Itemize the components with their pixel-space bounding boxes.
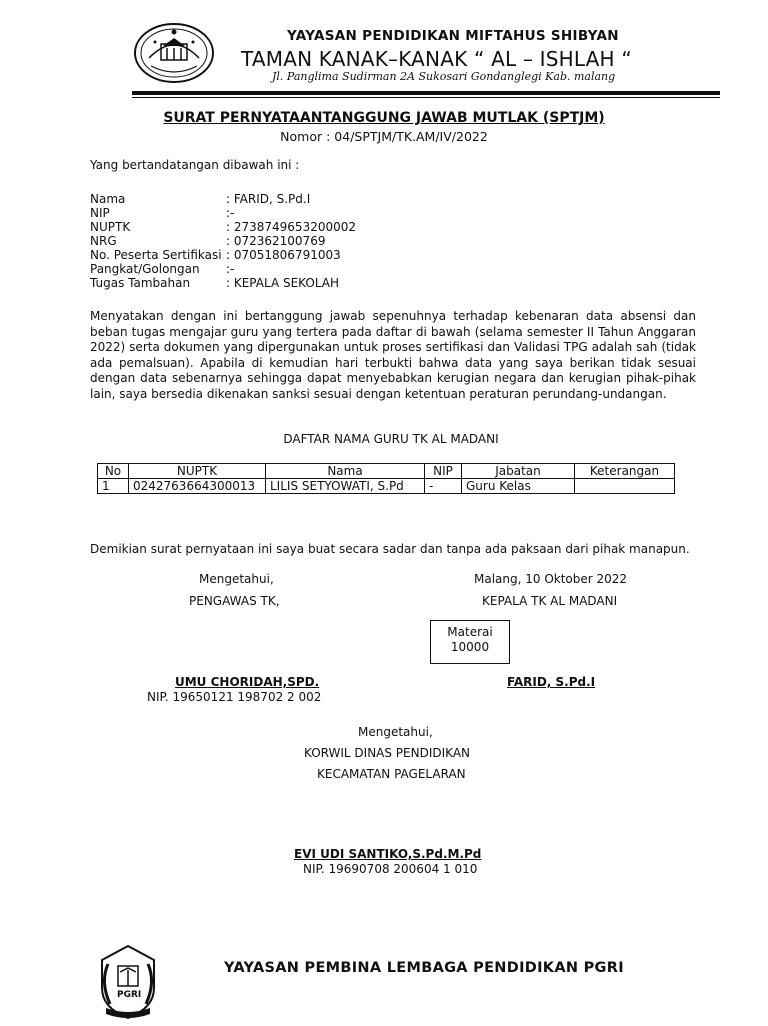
identity-row-certification xyxy=(90,248,341,263)
identity-label: Pangkat/Golongan xyxy=(90,262,200,276)
statement-paragraph: Menyatakan dengan ini bertanggung jawab sepenuhnya terhadap kebenaran data absensi dan beban tugas mengajar guru yang tertera pada daftar di bawah (selama semester II Tahun Anggaran 2022) serta dokumen yang dipergunakan untuk proses sertifikasi dan Validasi TPG adalah sah (tidak ada pemalsuan). Apabila di kemudian hari terbukti bahwa data yang saya berikan tidak sesuai dengan data sebenarnya sehingga dapat menyebabkan kerugian negara dan kerugian pihak-pihak lain, saya bersedia dikenakan sanksi sesuai dengan ketentuan peraturan perundang-undangan. xyxy=(90,309,696,401)
right-signer-name: FARID, S.Pd.I xyxy=(507,675,596,689)
identity-value: : 07051806791003 xyxy=(226,248,341,262)
school-address: Jl. Panglima Sudirman 2A Sukosari Gondanglegi Kab. malang xyxy=(272,70,616,83)
table-row xyxy=(98,479,675,494)
closing-statement: Demikian surat pernyataan ini saya buat secara sadar dan tanpa ada paksaan dari pihak manapun. xyxy=(90,542,690,556)
table-cell-nip: - xyxy=(425,479,462,494)
left-signer-role: PENGAWAS TK, xyxy=(189,594,280,608)
table-cell-name: LILIS SETYOWATI, S.Pd xyxy=(266,479,425,494)
identity-label: Tugas Tambahan xyxy=(90,276,191,290)
column-header-no: No xyxy=(98,464,129,479)
teacher-list-title: DAFTAR NAMA GURU TK AL MADANI xyxy=(283,432,499,446)
left-acknowledgement: Mengetahui, xyxy=(199,572,274,586)
identity-row-rank xyxy=(90,262,234,277)
identity-label: No. Peserta Sertifikasi xyxy=(90,248,222,262)
identity-value: :- xyxy=(226,262,235,276)
identity-label: NUPTK xyxy=(90,220,131,234)
footer-foundation-name: YAYASAN PEMBINA LEMBAGA PENDIDIKAN PGRI xyxy=(224,960,624,976)
identity-value: : KEPALA SEKOLAH xyxy=(226,276,340,290)
table-cell-no: 1 xyxy=(98,479,129,494)
foundation-name: YAYASAN PENDIDIKAN MIFTAHUS SHIBYAN xyxy=(287,28,619,44)
stamp-label: Materai xyxy=(447,625,493,639)
identity-value: : 2738749653200002 xyxy=(226,220,357,234)
school-name: TAMAN KANAK–KANAK “ AL – ISHLAH “ xyxy=(241,47,632,71)
identity-row-name xyxy=(90,192,310,207)
identity-value: : FARID, S.Pd.I xyxy=(226,192,311,206)
bottom-acknowledgement: Mengetahui, xyxy=(358,725,433,739)
pgri-logo-text: PGRI xyxy=(117,990,142,1000)
identity-label: Nama xyxy=(90,192,126,206)
identity-value: :- xyxy=(226,206,235,220)
bottom-signer-role-line1: KORWIL DINAS PENDIDIKAN xyxy=(304,746,471,760)
document-number: Nomor : 04/SPTJM/TK.AM/IV/2022 xyxy=(280,129,488,144)
place-date: Malang, 10 Oktober 2022 xyxy=(474,572,628,586)
identity-row-nuptk xyxy=(90,220,356,235)
teacher-table xyxy=(97,463,675,494)
intro-text: Yang bertandatangan dibawah ini : xyxy=(90,158,300,172)
identity-row-nrg xyxy=(90,234,325,249)
right-signer-role: KEPALA TK AL MADANI xyxy=(482,594,618,608)
identity-row-nip xyxy=(90,206,234,221)
table-cell-notes xyxy=(575,479,675,494)
column-header-nip: NIP xyxy=(425,464,462,479)
bottom-signer-role-line2: KECAMATAN PAGELARAN xyxy=(317,767,466,781)
pgri-logo xyxy=(88,942,168,1022)
bottom-signer-nip: NIP. 19690708 200604 1 010 xyxy=(303,862,478,876)
header-divider-thin xyxy=(132,97,720,98)
column-header-nuptk: NUPTK xyxy=(129,464,266,479)
column-header-name: Nama xyxy=(266,464,425,479)
column-header-position: Jabatan xyxy=(462,464,575,479)
bottom-signer-name: EVI UDI SANTIKO,S.Pd.M.Pd xyxy=(294,847,482,861)
identity-value: : 072362100769 xyxy=(226,234,326,248)
table-header-row xyxy=(98,464,675,479)
revenue-stamp-box xyxy=(430,620,510,664)
column-header-notes: Keterangan xyxy=(575,464,675,479)
left-signer-nip: NIP. 19650121 198702 2 002 xyxy=(147,690,322,704)
identity-label: NRG xyxy=(90,234,117,248)
table-cell-position: Guru Kelas xyxy=(462,479,575,494)
left-signer-name: UMU CHORIDAH,SPD. xyxy=(175,675,320,689)
identity-label: NIP xyxy=(90,206,110,220)
document-title: SURAT PERNYATAANTANGGUNG JAWAB MUTLAK (SPTJM) xyxy=(163,110,605,126)
identity-row-additional-task xyxy=(90,276,339,291)
stamp-value: 10000 xyxy=(450,640,490,654)
header-divider-thick xyxy=(132,91,720,95)
table-cell-nuptk: 0242763664300013 xyxy=(129,479,266,494)
school-logo xyxy=(133,22,215,84)
